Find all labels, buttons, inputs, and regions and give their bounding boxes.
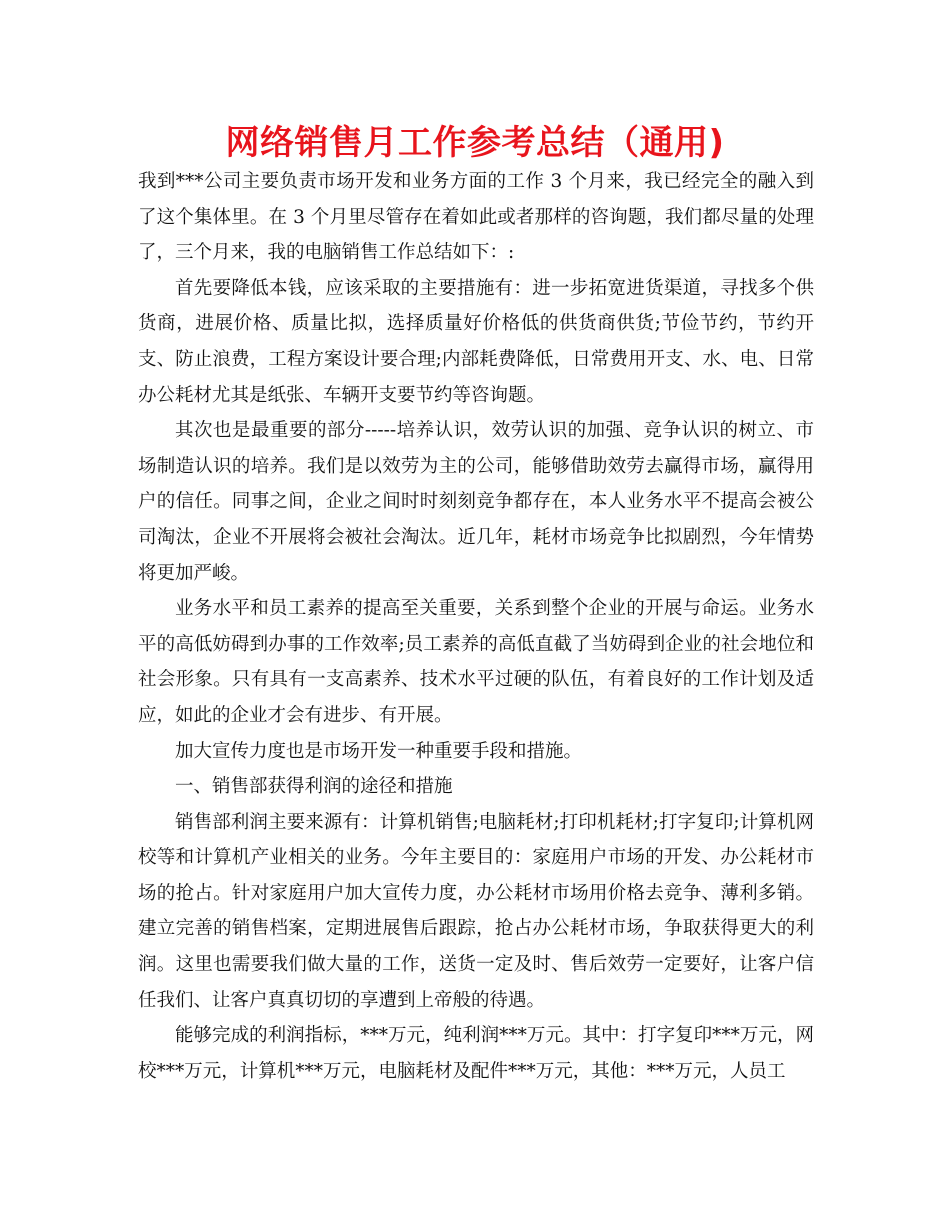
paragraph-service-awareness: 其次也是最重要的部分-----培养认识，效劳认识的加强、竞争认识的树立、市场制造认识的培养。我们是以效劳为主的公司，能够借助效劳去赢得市场，赢得用户的信任。同事之间，企业之间时时刻刻竞争都存在，本人业务水平不提高会被公司淘汰，企业不开展将会被社会淘汰。近几年，耗材市场竞争比拟剧烈，今年情势将更加严峻。 bbox=[138, 420, 814, 584]
document-title: 网络销售月工作参考总结（通用) bbox=[225, 123, 725, 163]
paragraph-cost-reduction: 首先要降低本钱，应该采取的主要措施有：进一步拓宽进货渠道，寻找多个供货商，进展价格、质量比拟，选择质量好价格低的供货商供货;节俭节约，节约开支、防止浪费，工程方案设计要合理;内部耗费降低，日常费用开支、水、电、日常办公耗材尤其是纸张、车辆开支要节约等咨询题。 bbox=[138, 277, 814, 406]
section-heading-profit: 一、销售部获得利润的途径和措施 bbox=[175, 776, 453, 798]
paragraph-profit-targets: 能够完成的利润指标，***万元，纯利润***万元。其中：打字复印***万元，网校***万元，计算机***万元，电脑耗材及配件***万元，其他：***万元，人员工 bbox=[138, 1025, 814, 1082]
paragraph-intro: 我到***公司主要负责市场开发和业务方面的工作 3 个月来，我已经完全的融入到了这个集体里。在 3 个月里尽管存在着如此或者那样的咨询题，我们都尽量的处理了，三个月来，我的电脑销售工作总结如下：: bbox=[138, 171, 814, 264]
paragraph-promotion: 加大宣传力度也是市场开发一种重要手段和措施。 bbox=[175, 740, 583, 762]
paragraph-profit-sources: 销售部利润主要来源有：计算机销售;电脑耗材;打印机耗材;打字复印;计算机网校等和计算机产业相关的业务。今年主要目的：家庭用户市场的开发、办公耗材市场的抢占。针对家庭用户加大宣传力度，办公耗材市场用价格去竞争、薄利多销。建立完善的销售档案，定期进展售后跟踪，抢占办公耗材市场，争取获得更大的利润。这里也需要我们做大量的工作，送货一定及时、售后效劳一定要好，让客户信任我们、让客户真真切切的享遭到上帝般的待遇。 bbox=[138, 811, 814, 1011]
paragraph-staff-quality: 业务水平和员工素养的提高至关重要，关系到整个企业的开展与命运。业务水平的高低妨碍到办事的工作效率;员工素养的高低直截了当妨碍到企业的社会地位和社会形象。只有具有一支高素养、技术水平过硬的队伍，有着良好的工作计划及适应，如此的企业才会有进步、有开展。 bbox=[138, 598, 814, 726]
document-body bbox=[138, 164, 814, 1089]
